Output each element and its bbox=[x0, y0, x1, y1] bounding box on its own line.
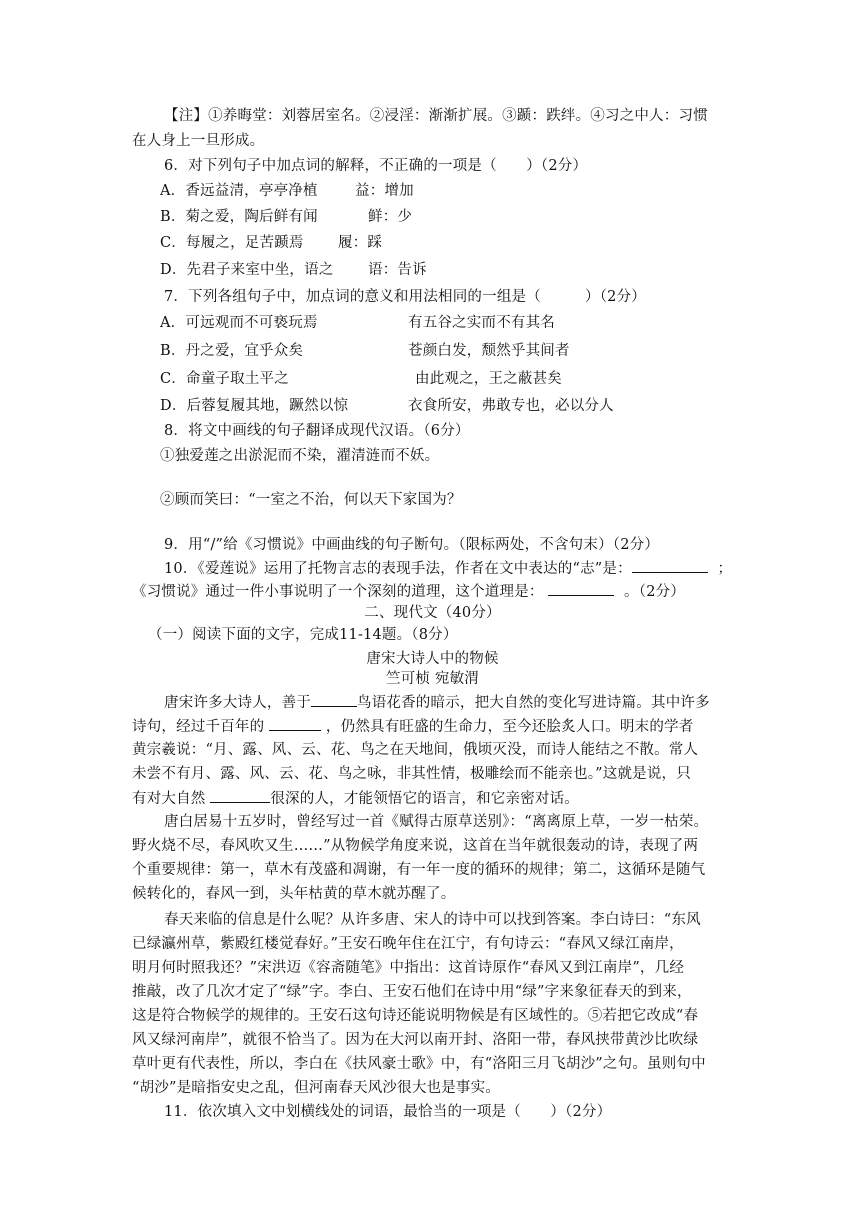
section-heading: 二、现代文（40分） bbox=[364, 605, 501, 621]
article-line: 唐宋许多大诗人，善于 鸟语花香的暗示，把大自然的变化写进诗篇。其中许多 bbox=[164, 692, 710, 713]
article-line: 这是符合物候学的规律的。王安石这句诗还能说明物候是有区域性的。⑤若把它改成“春 bbox=[132, 1008, 699, 1024]
article-authors: 竺可桢 宛敏渭 bbox=[385, 671, 479, 687]
question-7-option-c: C．命童子取土平之 由此观之，王之蔽甚矣 bbox=[160, 371, 562, 387]
annotation-line: 在人身上一旦形成。 bbox=[132, 133, 265, 149]
question-6-option-b: B．菊之爱，陶后鲜有闻 鲜：少 bbox=[160, 209, 413, 225]
question-8-sentence-1: ①独爱莲之出淤泥而不染，濯清涟而不妖。 bbox=[160, 448, 440, 464]
answer-blank[interactable] bbox=[269, 716, 321, 731]
answer-blank[interactable] bbox=[548, 581, 614, 596]
article-title: 唐宋大诗人中的物候 bbox=[366, 651, 499, 667]
article-line: 黄宗羲说：“月、露、风、云、花、鸟之在天地间，俄顷灭没，而诗人能结之不散。常人 bbox=[132, 742, 699, 758]
article-line: 风又绿河南岸”，就很不恰当了。因为在大河以南开封、洛阳一带，春风挟带黄沙比吹绿 bbox=[132, 1032, 699, 1048]
article-line: 已绿瀛州草，紫殿红楼觉春好。”王安石晚年住在江宁，有句诗云：“春风又绿江南岸， bbox=[132, 936, 684, 952]
question-6-stem: 6．对下列句子中加点词的解释，不正确的一项是（ ）（2分） bbox=[164, 158, 588, 174]
reading-part-intro: （一）阅读下面的文字，完成11-14题。（8分） bbox=[148, 627, 458, 643]
article-line: 候转化的，春风一到，头年枯黄的草木就苏醒了。 bbox=[132, 886, 456, 902]
question-8-stem: 8．将文中画线的句子翻译成现代汉语。（6分） bbox=[164, 423, 470, 439]
question-10-line-1: 10．《爱莲说》运用了托物言志的表现手法，作者在文中表达的“志”是： ； bbox=[164, 558, 732, 579]
article-line: 草叶更有代表性，所以，李白在《扶风豪士歌》中，有“洛阳三月飞胡沙”之句。虽则句中 bbox=[132, 1056, 706, 1072]
question-11-stem: 11．依次填入文中划横线处的词语，最恰当的一项是（ ）（2分） bbox=[164, 1104, 612, 1120]
question-7-option-a: A．可远观而不可亵玩焉 有五谷之实而不有其名 bbox=[160, 315, 555, 331]
question-10-line-2: 《习惯说》通过一件小事说明了一个深刻的道理，这个道理是： 。（2分） bbox=[132, 581, 685, 602]
article-line: 野火烧不尽，春风吹又生……”从物候学角度来说，这首在当年就很轰动的诗，表现了两 bbox=[132, 838, 699, 854]
question-7-option-b: B．丹之爱，宜乎众矣 苍颜白发，颓然乎其间者 bbox=[160, 343, 570, 359]
answer-blank[interactable] bbox=[210, 788, 270, 803]
article-line: “胡沙”是暗指安史之乱，但河南春天风沙很大也是事实。 bbox=[132, 1080, 501, 1096]
article-line: 唐白居易十五岁时，曾经写过一首《赋得古原草送别》：“离离原上草，一岁一枯荣。 bbox=[164, 814, 709, 830]
article-line: 明月何时照我还？”宋洪迈《容斋随笔》中指出：这首诗原作“春风又到江南岸”，几经 bbox=[132, 960, 685, 976]
article-line: 个重要规律：第一，草木有茂盛和凋谢，有一年一度的循环的规律；第二，这循环是随气 bbox=[132, 862, 706, 878]
question-9: 9．用“/”给《习惯说》中画曲线的句子断句。（限标两处，不含句末）（2分） bbox=[164, 537, 660, 553]
article-line: 有对大自然 很深的人，才能领悟它的语言，和它亲密对话。 bbox=[132, 788, 579, 809]
question-6-option-d: D．先君子来室中坐，语之 语：告诉 bbox=[160, 262, 427, 278]
question-6-option-c: C．每履之，足苦踬焉 履：踩 bbox=[160, 235, 383, 251]
article-line: 未尝不有月、露、风、云、花、鸟之咏，非其性情，极雕绘而不能亲也。”这就是说，只 bbox=[132, 766, 691, 782]
annotation-line: 【注】①养晦堂：刘蓉居室名。②浸淫：渐渐扩展。③踬：跌绊。④习之中人：习惯 bbox=[164, 108, 708, 124]
question-6-option-a: A．香远益清，亭亭净植 益：增加 bbox=[160, 183, 414, 199]
article-line: 诗句，经过千百年的 ，仍然具有旺盛的生命力，至今还脍炙人口。明末的学者 bbox=[132, 716, 693, 737]
answer-blank[interactable] bbox=[632, 558, 708, 573]
article-line: 推敲，改了几次才定了“绿”字。李白、王安石他们在诗中用“绿”字来象征春天的到来， bbox=[132, 984, 692, 1000]
question-7-option-d: D．后蓉复履其地，蹶然以惊 衣食所安，弗敢专也，必以分人 bbox=[160, 398, 614, 414]
question-8-sentence-2: ②顾而笑曰：“一室之不治，何以天下家国为？ bbox=[160, 492, 462, 508]
article-line: 春天来临的信息是什么呢？从许多唐、宋人的诗中可以找到答案。李白诗曰：“东风 bbox=[164, 912, 701, 928]
question-7-stem: 7．下列各组句子中，加点词的意义和用法相同的一组是（ ）（2分） bbox=[164, 289, 646, 305]
answer-blank[interactable] bbox=[311, 692, 357, 707]
